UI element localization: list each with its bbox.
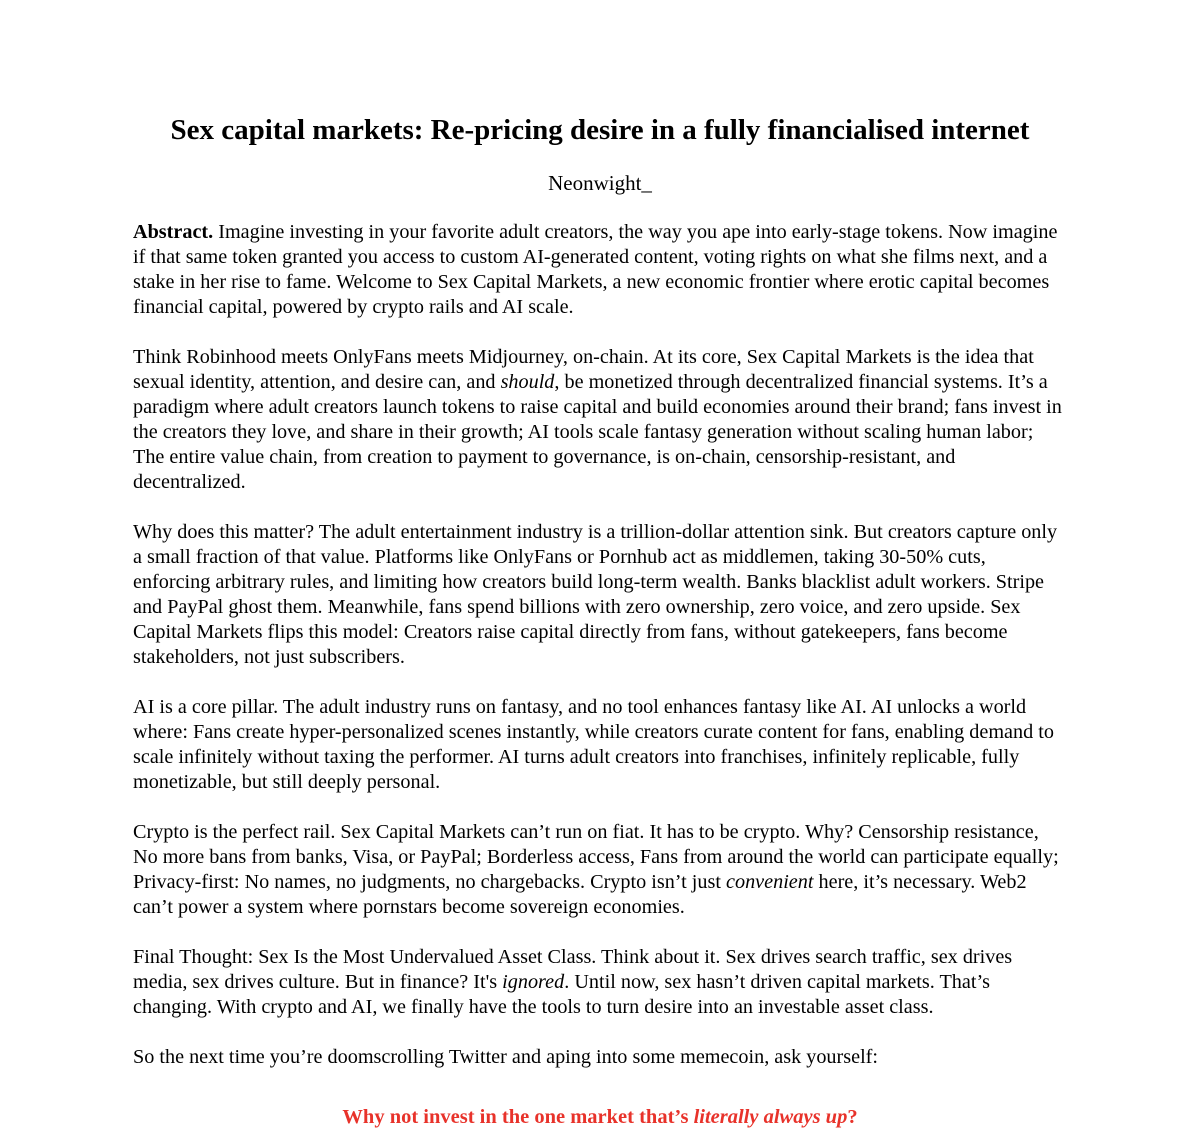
paragraph-ai-pillar: AI is a core pillar. The adult industry runs on fantasy, and no tool enhances fantasy like AI. AI unlocks a world where: Fans create hyper-personalized scenes instantly, while creators curate content for fans, enabling demand to scale infinitely without taxing the performer. AI turns adult creators into franchises, infinitely replicable, fully monetizable, but still deeply personal. [133, 696, 1054, 793]
document-title: Sex capital markets: Re-pricing desire in a fully financialised internet [170, 114, 1030, 146]
abstract-paragraph [133, 220, 1067, 320]
paragraph-final-thought [133, 945, 1067, 1020]
emphasis-text: ignored [502, 971, 565, 993]
abstract-text: Imagine investing in your favorite adult creators, the way you ape into early-stage tokens. Now imagine if that same token granted you access to custom AI-generated content, voting rights on what she films next, and a stake in her rise to fame. Welcome to Sex Capital Markets, a new economic frontier where erotic capital becomes financial capital, powered by crypto rails and AI scale. [133, 221, 1058, 318]
closing-emphasis: literally always up [693, 1106, 848, 1128]
paragraph-text: here, it’s necessary. Web2 can’t power a system where pornstars become sovereign economies. [133, 871, 1027, 918]
paragraph-text: , be monetized through decentralized financial systems. It’s a paradigm where adult creators launch tokens to raise capital and build economies around their brand; fans invest in the creators they love, and share in their growth; AI tools scale fantasy generation without scaling human labor; The entire value chain, from creation to payment to governance, is on-chain, censorship-resistant, and decentralized. [133, 371, 1062, 493]
emphasis-text: convenient [726, 871, 814, 893]
paragraph-text: Think Robinhood meets OnlyFans meets Midjourney, on-chain. At its core, Sex Capital Markets is the idea that sexual identity, attention, and desire can, and [133, 346, 1034, 393]
paragraph-text: Final Thought: Sex Is the Most Undervalued Asset Class. Think about it. Sex drives search traffic, sex drives media, sex drives culture. But in finance? It's [133, 946, 1013, 993]
author-name: Neonwight_ [548, 171, 652, 195]
paragraph-ask-yourself: So the next time you’re doomscrolling Twitter and aping into some memecoin, ask yourself: [133, 1046, 879, 1068]
paragraph-text: Crypto is the perfect rail. Sex Capital Markets can’t run on fiat. It has to be crypto. Why? Censorship resistance, No more bans from banks, Visa, or PayPal; Borderless access, Fans from around the world can participate equally; Privacy-first: No names, no judgments, no chargebacks. Crypto isn’t just [133, 821, 1059, 893]
paragraph-why-matter: Why does this matter? The adult entertainment industry is a trillion-dollar attention sink. But creators capture only a small fraction of that value. Platforms like OnlyFans or Pornhub act as middlemen, taking 30-50% cuts, enforcing arbitrary rules, and limiting how creators build long-term wealth. Banks blacklist adult workers. Stripe and PayPal ghost them. Meanwhile, fans spend billions with zero ownership, zero voice, and zero upside. Sex Capital Markets flips this model: Creators raise capital directly from fans, without gatekeepers, fans become stakeholders, not just subscribers. [133, 521, 1058, 668]
closing-question [133, 1104, 1067, 1130]
paragraph-crypto-rail [133, 820, 1067, 920]
closing-text: ? [847, 1106, 858, 1128]
paragraph-text: . Until now, sex hasn’t driven capital markets. That’s changing. With crypto and AI, we finally have the tools to turn desire into an investable asset class. [133, 971, 990, 1018]
emphasis-text: should [500, 371, 555, 393]
closing-text: Why not invest in the one market that’s [342, 1106, 694, 1128]
paragraph-intro [133, 345, 1067, 495]
abstract-label: Abstract. [133, 221, 214, 243]
